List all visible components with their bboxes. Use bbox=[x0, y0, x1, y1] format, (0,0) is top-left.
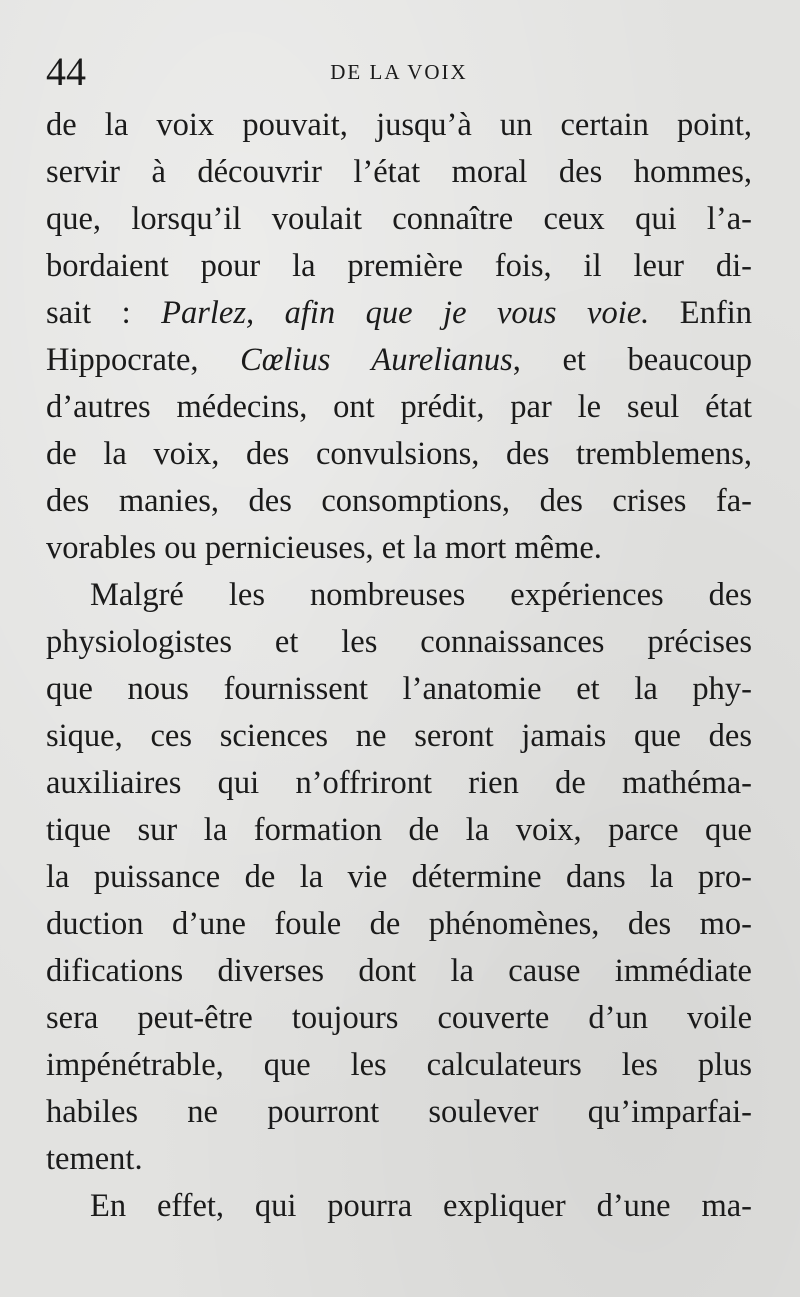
text-line: En effet, qui pourra expliquer d’une ma- bbox=[90, 1188, 752, 1224]
text-line: Hippocrate, Cœlius Aurelianus, et beaucoup bbox=[46, 342, 752, 378]
text-line: sait : Parlez, afin que je vous voie. Enfin bbox=[46, 295, 752, 331]
text-line: auxiliaires qui n’offriront rien de mathéma- bbox=[46, 765, 752, 801]
text-line: sera peut-être toujours couverte d’un voile bbox=[46, 1000, 752, 1036]
text-line: sique, ces sciences ne seront jamais que des bbox=[46, 718, 752, 754]
text-line: physiologistes et les connaissances précises bbox=[46, 624, 752, 660]
text-line: tement. bbox=[46, 1141, 143, 1177]
text-line: de la voix pouvait, jusqu’à un certain point, bbox=[46, 107, 752, 143]
body-text bbox=[46, 102, 752, 1230]
text-line: d’autres médecins, ont prédit, par le seul état bbox=[46, 389, 752, 425]
text-line: vorables ou pernicieuses, et la mort même. bbox=[46, 530, 602, 566]
text-line: duction d’une foule de phénomènes, des mo- bbox=[46, 906, 752, 942]
text-line: que, lorsqu’il voulait connaître ceux qui l’a- bbox=[46, 201, 752, 237]
text-line: bordaient pour la première fois, il leur di- bbox=[46, 248, 752, 284]
page-number: 44 bbox=[46, 49, 86, 94]
text-line: impénétrable, que les calculateurs les plus bbox=[46, 1047, 752, 1083]
page-header bbox=[46, 48, 752, 96]
text-line: Malgré les nombreuses expériences des bbox=[90, 577, 752, 613]
text-line: servir à découvrir l’état moral des hommes, bbox=[46, 154, 752, 190]
running-title: DE LA VOIX bbox=[330, 60, 468, 84]
text-line: que nous fournissent l’anatomie et la phy- bbox=[46, 671, 752, 707]
text-line: tique sur la formation de la voix, parce que bbox=[46, 812, 752, 848]
text-line: la puissance de la vie détermine dans la pro- bbox=[46, 859, 752, 895]
text-line: habiles ne pourront soulever qu’imparfai- bbox=[46, 1094, 752, 1130]
text-line: des manies, des consomptions, des crises fa- bbox=[46, 483, 752, 519]
text-line: difications diverses dont la cause immédiate bbox=[46, 953, 752, 989]
text-line: de la voix, des convulsions, des tremblemens, bbox=[46, 436, 752, 472]
